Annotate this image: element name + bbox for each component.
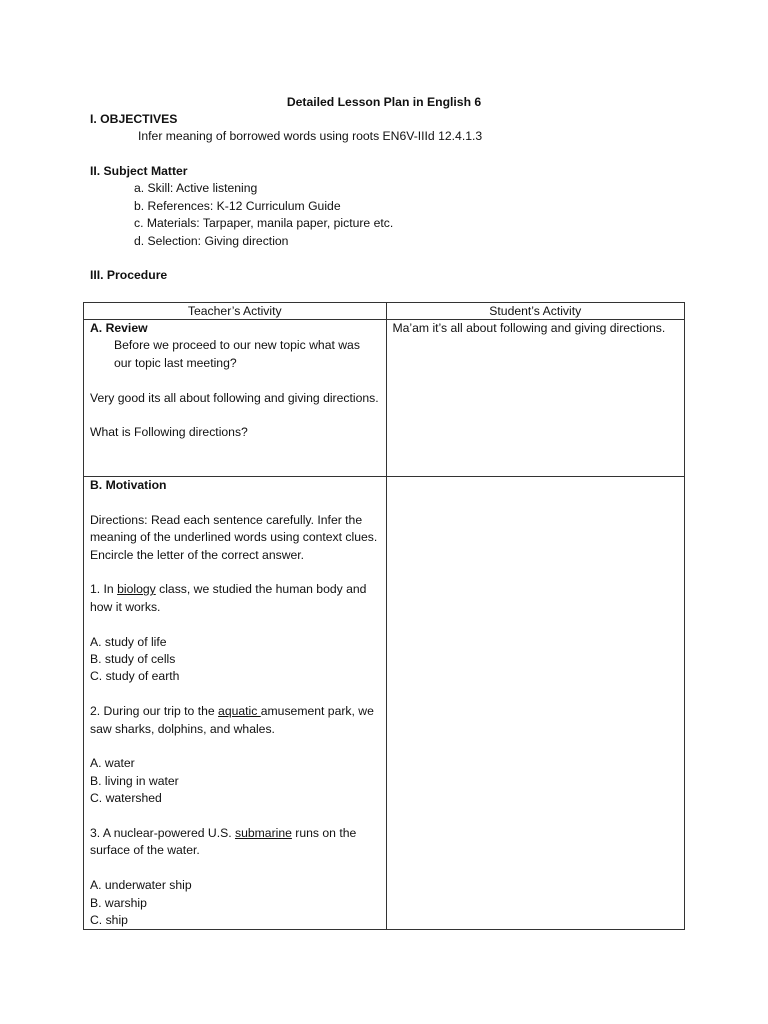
procedure-heading: III. Procedure bbox=[90, 268, 168, 282]
question-1-underlined-word: biology bbox=[117, 582, 156, 597]
question-3-pre: 3. A nuclear-powered U.S. bbox=[90, 826, 235, 841]
header-student-activity: Student’s Activity bbox=[386, 303, 685, 320]
question-1-choice-c: C. study of earth bbox=[90, 669, 180, 684]
subject-item-selection: d. Selection: Giving direction bbox=[134, 233, 289, 248]
table-header-row bbox=[84, 303, 685, 320]
subject-matter-section bbox=[90, 163, 710, 250]
header-teacher-activity: Teacher’s Activity bbox=[84, 303, 387, 320]
motivation-student-cell bbox=[386, 477, 685, 930]
motivation-heading: B. Motivation bbox=[90, 478, 167, 492]
question-1-choice-a: A. study of life bbox=[90, 634, 167, 649]
question-2-underlined-word: aquatic bbox=[218, 704, 261, 719]
question-2-pre: 2. During our trip to the bbox=[90, 704, 219, 719]
review-followup: What is Following directions? bbox=[90, 425, 248, 440]
question-1-choice-b: B. study of cells bbox=[90, 652, 176, 667]
question-1-post: class, we studied the human body and how it works. bbox=[90, 582, 367, 614]
question-2-choice-c: C. watershed bbox=[90, 791, 162, 806]
review-response: Very good its all about following and giving directions. bbox=[90, 390, 379, 405]
motivation-teacher-cell bbox=[84, 477, 387, 930]
question-2 bbox=[90, 703, 380, 738]
question-3-post: runs on the surface of the water. bbox=[90, 826, 357, 858]
question-2-choice-a: A. water bbox=[90, 756, 135, 771]
subject-item-references: b. References: K-12 Curriculum Guide bbox=[134, 198, 341, 213]
subject-item-skill: a. Skill: Active listening bbox=[134, 181, 258, 196]
review-student-cell bbox=[386, 320, 685, 477]
question-1-pre: 1. In bbox=[90, 582, 118, 597]
document-title: Detailed Lesson Plan in English 6 bbox=[286, 95, 482, 109]
objectives-text: Infer meaning of borrowed words using roots EN6V-IIId 12.4.1.3 bbox=[138, 129, 483, 144]
table-row-review bbox=[84, 320, 685, 477]
motivation-directions: Directions: Read each sentence carefully. Infer the meaning of the underlined words using context clues. Encircle the letter of the correct answer. bbox=[90, 512, 378, 562]
question-2-post: amusement park, we saw sharks, dolphins, and whales. bbox=[90, 704, 374, 736]
review-question-text: Before we proceed to our new topic what was our topic last meeting? bbox=[114, 338, 360, 370]
table-row-motivation bbox=[84, 477, 685, 930]
question-1 bbox=[90, 581, 380, 616]
question-3-choice-c: C. ship bbox=[90, 913, 128, 928]
review-heading: A. Review bbox=[90, 321, 148, 335]
subject-matter-heading: II. Subject Matter bbox=[90, 164, 188, 178]
objectives-heading: I. OBJECTIVES bbox=[90, 112, 178, 126]
review-teacher-cell bbox=[84, 320, 387, 477]
question-3-underlined-word: submarine bbox=[234, 826, 292, 841]
question-3-choice-a: A. underwater ship bbox=[90, 878, 192, 893]
review-question bbox=[90, 337, 380, 372]
question-3-choice-b: B. warship bbox=[90, 895, 147, 910]
question-3 bbox=[90, 825, 380, 860]
procedure-table bbox=[83, 302, 685, 930]
objectives-section bbox=[90, 111, 710, 146]
question-2-choice-b: B. living in water bbox=[90, 773, 179, 788]
subject-item-materials: c. Materials: Tarpaper, manila paper, picture etc. bbox=[134, 216, 394, 231]
review-student-answer: Ma’am it’s all about following and giving directions. bbox=[392, 321, 666, 335]
